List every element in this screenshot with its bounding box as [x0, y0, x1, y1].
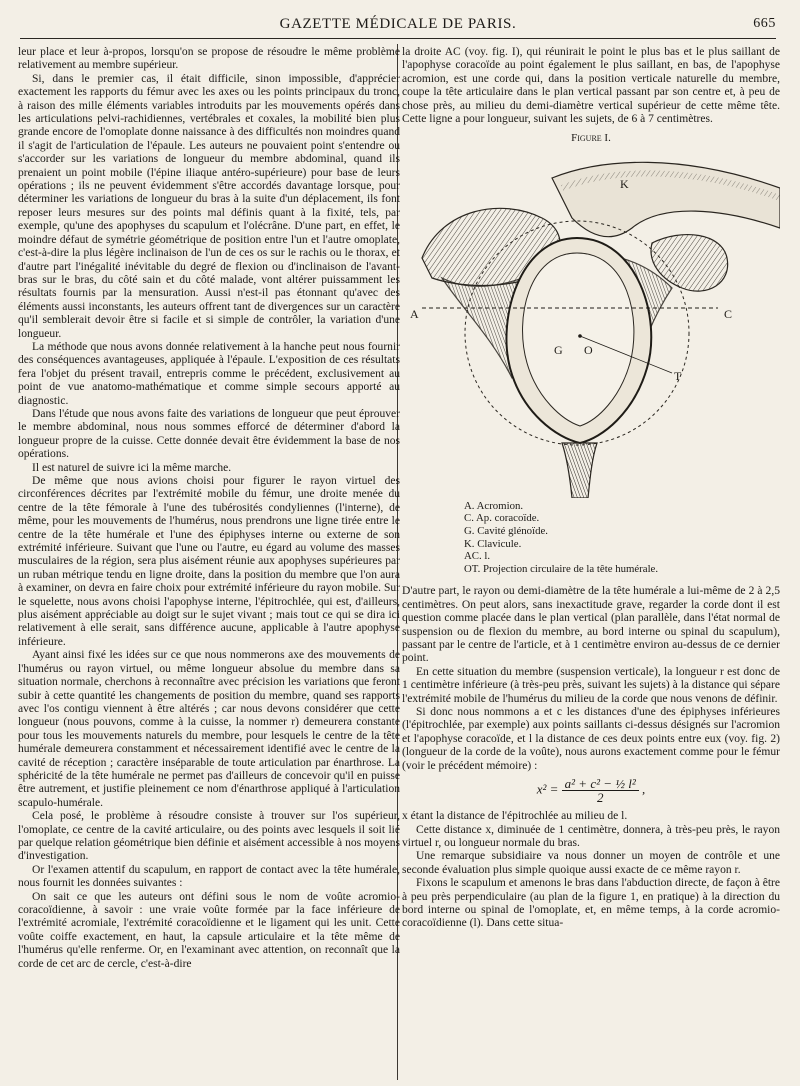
legend-item: G. Cavité glénoïde.: [464, 525, 548, 538]
paragraph: De même que nous avions choisi pour figurer le rayon virtuel des circonférences décrites par l'extrémité mobile du fémur, une droite menée du centre de la tête fémorale à l'une des tubérosités condyliennes (l'interne), de même, pour les mouvements de l'humérus, nous prendrons une ligne tirée entre le centre de la tête humérale et l'une des épiphyses interne ou externe de son extrémité inférieure. Suivant que l'une ou l'autre, eu égard au volume des masses musculaires de la région, sera plus aisément réunie aux apophyses supérieures par un ruban métrique tendu en ligne droite, dans la position du membre que l'on aura à examiner, on devra en faire choix pour extrémité inférieure du rayon mobile. Sur le squelette, nous avons choisi l'apophyse interne, l'épitrochlée, qui est, d'ailleurs, plus aisément appréciable au doigt sur le sujet vivant ; mais tout ce qui se dira ici relativement à elle serait, sans différence aucune, applicable à l'autre apophyse inférieure.: [18, 475, 400, 648]
paragraph: Or l'examen attentif du scapulum, en rapport de contact avec la tête humérale, nous fournit les données suivantes :: [18, 863, 400, 890]
paragraph: Cela posé, le problème à résoudre consiste à trouver sur l'os supérieur, l'omoplate, ce centre de la cavité articulaire, ou des points avec lesquels il soit lié par quelque relation géométrique bien définie et aisément accessible à nos moyens d'investigation.: [18, 810, 400, 863]
label-k: K: [620, 176, 629, 191]
paragraph: x étant la distance de l'épitrochlée au milieu de l.: [402, 810, 628, 823]
figure-caption: Figure I.: [571, 132, 611, 145]
paragraph: Fixons le scapulum et amenons le bras dans l'abduction directe, de façon à être à peu près perpendiculaire (au plan de la figure 1, en pratique) à la direction du bord interne ou spinal de l'omoplate, et, en même temps, à la corde acromio-coracoïdienne (l). Dans cette situa-: [402, 877, 780, 930]
label-a: A: [410, 306, 419, 321]
label-t: T: [674, 368, 682, 383]
page-header: [20, 12, 776, 39]
paragraph: Il est naturel de suivre ici la même marche.: [32, 461, 232, 474]
legend-item: C. Ap. coracoïde.: [464, 512, 540, 525]
formula-denominator: 2: [596, 790, 604, 806]
paragraph: Une remarque subsidiaire va nous donner un moyen de contrôle et une seconde évaluation plus simple quoique aussi exacte de ce même rayon r.: [402, 850, 780, 876]
formula-fraction: [562, 777, 639, 804]
paragraph: Dans l'étude que nous avons faite des variations de longueur que peut éprouver le membre abdominal, nous nous sommes efforcé de déterminer d'abord la longueur propre de la cuisse. Cette donnée devait être évidemment la base de nos opérations.: [18, 407, 400, 461]
paragraph: On sait ce que les auteurs ont défini sous le nom de voûte acromio-coracoïdienne, à savoir : une vraie voûte formée par la face inférieure de l'extrémité acromiale, l'extrémité coracoïdienne et le ligament qui les unit. Cette voûte coiffe exactement, en haut, la capsule articulaire et la tête même de l'humérus qu'elle renferme. Or, en l'examinant avec attention, on reconnaît que la corde de cet arc de cercle, c'est-à-dire: [18, 890, 400, 970]
legend-item: AC. l.: [464, 550, 491, 563]
paragraph: D'autre part, le rayon ou demi-diamètre de la tête humérale a lui-même de 2 à 2,5 centimètres. On peut alors, sans inexactitude grave, regarder la corde dont il est question comme placée dans le plan vertical (plan parallèle, dans l'état normal de suspension ou de flexion du membre, au bord interne ou spinal du scapulum), passant par le centre de l'article, et à 1 centimètre environ au-dessus de ce dernier point.: [402, 585, 780, 665]
legend-item: OT. Projection circulaire de la tête humérale.: [464, 562, 659, 575]
paragraph: Si donc nous nommons a et c les distances d'une des épiphyses inférieures (l'épitrochlée, par exemple) aux points saillants ci-dessus désignés sur l'acromion et l'apophyse coracoïde, et l la distance de ces deux points entre eux (voy. fig. 2) (longueur de la corde de la voûte), nous aurons exactement comme pour le fémur (voir le précédent mémoire) :: [402, 706, 780, 772]
label-o: O: [584, 342, 593, 357]
paragraph: Ayant ainsi fixé les idées sur ce que nous nommerons axe des mouvements de l'humérus ou rayon virtuel, ou même longueur absolue du membre dans sa situation normale, cherchons à reconnaître avec précision les variations que feront subir à cette quantité les changements de position du membre, quand ses rapports avec l'os contigu viennent à être altérés ; car nous devons considérer que cette longueur (nous pouvons, comme à la cuisse, la nommer r) demeurera constante pour tous les mouvements naturels du membre, pour lesquels le centre de la tête humérale demeurera constamment et nécessairement identifié avec le centre de la cavité de réception ; caractère inséparable de toute articulation par énarthrose. La sphéricité de la tête humérale ne permet pas d'ailleurs de concevoir qu'il en puisse être autrement, et justifie pleinement ce nom d'énarthrose appliqué à l'articulation scapulo-humérale.: [18, 649, 400, 809]
paragraph: Cette distance x, diminuée de 1 centimètre, donnera, à très-peu près, le rayon virtuel r, ou longueur normale du bras.: [402, 823, 780, 849]
legend-item: A. Acromion.: [464, 499, 524, 512]
formula: [402, 777, 780, 804]
paragraph: La méthode que nous avons donnée relativement à la hanche peut nous fournir des conséquences avantageuses, appliquée à l'épaule. L'exposition de ces résultats fera l'objet du présent travail, entrepris comme le précédent, exclusivement au point de vue anatomo-mathématique et comme simple secours apporté au diagnostic.: [18, 340, 400, 407]
label-c: C: [724, 306, 733, 321]
paragraph: En cette situation du membre (suspension verticale), la longueur r est donc de 1 centimètre inférieure (à très-peu près, suivant les sujets) à la distance qui sépare l'extrémité mobile de l'humérus du milieu de la corde que nous venons de définir.: [402, 665, 780, 705]
journal-title: GAZETTE MÉDICALE DE PARIS.: [279, 16, 517, 32]
page-number: 665: [753, 16, 776, 31]
scapula-illustration: [402, 148, 780, 498]
right-column: [402, 46, 780, 931]
paragraph: Si, dans le premier cas, il était difficile, sinon impossible, d'apprécier exactement les rapports du fémur avec les axes ou les points principaux du tronc, à raison des mille éléments variables introduits par les mouvements opérés dans les articulations pelvi-rachidiennes, vertébrales et coxales, la mobilité bien plus grande encore de l'omoplate donne naissance à des difficultés non moindres quand il s'agit de l'articulation de l'épaule. Les auteurs ne pouvaient point s'entendre ou s'accorder sur les variations de longueur du membre abdominal, quand ils prenaient un point mobile (l'épine iliaque antéro-supérieure) pour base de leurs opérations ; ils ne peuvent évidemment s'être accordés davantage lorsque, pour déterminer les variations de longueur du bras à la suite d'un déplacement, ils font reposer leurs mesures sur des points mal définis quant à la fixité, tels, par exemple, qu'une des apophyses du scapulum et l'olécrâne. D'une part, en effet, le moindre défaut de symétrie géométrique de position entre l'un et l'autre omoplate, c'est-à-dire la plus légère inclinaison de l'un de ces os sur le rachis ou le thorax, et d'autre part l'inégalité inévitable du degré de flexion ou d'inclinaison de l'avant-bras sur le bras, du côté sain et du côté malade, vont altérer puissamment les résultats fournis par la mensuration. Aussi n'est-il pas étonnant qu'avec des éléments aussi inconstants, les auteurs offrent tant de divergences sur un caractère qu'il semblerait devoir être si facile et si simple de contrôler, la variation d'une longueur.: [18, 72, 400, 340]
legend-item: K. Clavicule.: [464, 537, 522, 550]
label-g: G: [554, 342, 563, 357]
scapula-neck: [562, 443, 597, 498]
formula-numerator: a² + c² − ½ l²: [562, 777, 639, 791]
paragraph: la droite AC (voy. fig. I), qui réunirait le point le plus bas et le plus saillant de l'apophyse coracoïde au point également le plus saillant, en bas, de l'apophyse acromion, est une corde qui, dans la position verticale naturelle du membre, coupe la tête articulaire dans le plan vertical passant par son centre et, à peu de chose près, au milieu du demi-diamètre vertical supérieur de cette même tête. Cette ligne a pour longueur, suivant les sujets, de 6 à 7 centimètres.: [402, 46, 780, 126]
anatomical-figure: [402, 148, 780, 498]
paragraph: leur place et leur à-propos, lorsqu'on se propose de résoudre le même problème relativement au membre supérieur.: [18, 46, 400, 72]
left-column: [18, 46, 400, 971]
figure-legend: [464, 500, 780, 576]
formula-lhs: x² =: [536, 781, 562, 797]
formula-trail: ,: [642, 781, 646, 797]
